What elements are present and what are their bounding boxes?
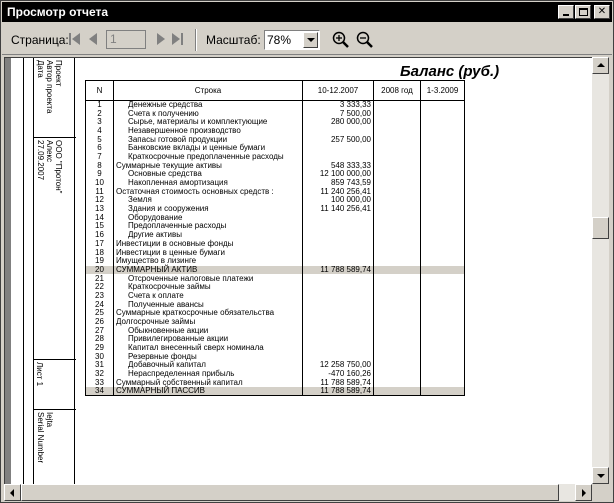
table-row	[86, 387, 465, 396]
row-value-period-3	[421, 300, 465, 309]
row-value-period-1: 11 788 589,74	[303, 266, 374, 275]
row-value-period-1: 11 788 589,74	[303, 379, 374, 388]
row-label: Суммарные краткосрочные обязательства	[114, 309, 303, 318]
row-number: 34	[86, 387, 114, 396]
row-value-period-1: 3 333,33	[303, 101, 374, 110]
row-label: Незавершенное производство	[114, 127, 303, 136]
row-value-period-1: 11 788 589,74	[303, 387, 374, 396]
row-value-period-3	[421, 309, 465, 318]
arrow-up-icon	[597, 63, 605, 67]
row-label: Капитал внесенный сверх номинала	[114, 344, 303, 353]
table-row	[86, 153, 465, 162]
row-value-period-2	[374, 196, 421, 205]
row-label: Запасы готовой продукции	[114, 135, 303, 144]
scroll-down-button[interactable]	[592, 467, 609, 484]
row-label: Основные средства	[114, 170, 303, 179]
row-value-period-2	[374, 127, 421, 136]
row-value-period-3	[421, 318, 465, 327]
row-value-period-2	[374, 335, 421, 344]
row-number: 15	[86, 222, 114, 231]
row-value-period-2	[374, 144, 421, 153]
row-value-period-2	[374, 300, 421, 309]
row-value-period-2	[374, 361, 421, 370]
toolbar	[2, 23, 612, 55]
row-value-period-1	[303, 344, 374, 353]
row-value-period-1: 11 240 256,41	[303, 187, 374, 196]
sheet-label: Лист 1	[35, 362, 44, 387]
row-value-period-2	[374, 118, 421, 127]
row-value-period-2	[374, 274, 421, 283]
chevron-down-icon[interactable]	[303, 32, 318, 48]
table-row	[86, 127, 465, 136]
row-value-period-1: 548 333,33	[303, 161, 374, 170]
balance-table-body	[86, 101, 465, 396]
row-number: 32	[86, 370, 114, 379]
row-value-period-2	[374, 179, 421, 188]
row-value-period-3	[421, 170, 465, 179]
minimize-icon	[563, 14, 569, 16]
vertical-scroll-thumb[interactable]	[592, 217, 609, 239]
row-value-period-1: -470 160,26	[303, 370, 374, 379]
maximize-icon	[579, 8, 588, 16]
arrow-down-icon	[597, 474, 605, 478]
row-number: 31	[86, 361, 114, 370]
row-value-period-1	[303, 335, 374, 344]
row-label: Сырье, материалы и комплектующие	[114, 118, 303, 127]
row-number: 2	[86, 109, 114, 118]
row-label: Добавочный капитал	[114, 361, 303, 370]
row-value-period-3	[421, 370, 465, 379]
row-label: Накопленная амортизация	[114, 179, 303, 188]
row-value-period-1	[303, 144, 374, 153]
row-value-period-2	[374, 153, 421, 162]
row-value-period-2	[374, 161, 421, 170]
zoom-out-icon[interactable]	[355, 30, 375, 50]
company-info-values: ООО "Протон" Алекс 27.09.2007	[36, 140, 63, 194]
row-label: Земля	[114, 196, 303, 205]
row-label: Другие активы	[114, 231, 303, 240]
row-number: 1	[86, 101, 114, 110]
header-n: N	[86, 81, 114, 101]
row-number: 23	[86, 292, 114, 301]
table-row	[86, 101, 465, 110]
row-value-period-2	[374, 205, 421, 214]
project-info-labels: Проект Автор проекта Дата	[36, 60, 63, 114]
row-number: 10	[86, 179, 114, 188]
row-number: 11	[86, 187, 114, 196]
next-page-icon[interactable]	[154, 31, 168, 47]
row-value-period-1: 859 743,59	[303, 179, 374, 188]
row-number: 4	[86, 127, 114, 136]
row-number: 28	[86, 335, 114, 344]
row-label: Оборудование	[114, 213, 303, 222]
row-value-period-1	[303, 326, 374, 335]
vertical-scrollbar[interactable]	[592, 57, 609, 484]
row-value-period-1	[303, 127, 374, 136]
row-value-period-3	[421, 248, 465, 257]
row-number: 26	[86, 318, 114, 327]
row-value-period-3	[421, 153, 465, 162]
row-number: 8	[86, 161, 114, 170]
serial-label: Iejta Serial Number	[36, 412, 54, 464]
row-label: Счета к оплате	[114, 292, 303, 301]
row-value-period-3	[421, 335, 465, 344]
row-value-period-1	[303, 309, 374, 318]
row-value-period-1	[303, 292, 374, 301]
row-value-period-2	[374, 231, 421, 240]
row-value-period-1: 280 000,00	[303, 118, 374, 127]
row-number: 5	[86, 135, 114, 144]
report-title: Баланс (руб.)	[400, 63, 500, 80]
row-value-period-1	[303, 300, 374, 309]
scroll-up-button[interactable]	[592, 57, 609, 74]
close-icon: ✕	[597, 6, 607, 17]
row-value-period-2	[374, 370, 421, 379]
row-label: Отсроченные налоговые платежи	[114, 274, 303, 283]
row-number: 33	[86, 379, 114, 388]
row-value-period-1: 11 140 256,41	[303, 205, 374, 214]
row-value-period-3	[421, 144, 465, 153]
row-value-period-3	[421, 127, 465, 136]
row-value-period-3	[421, 161, 465, 170]
row-value-period-3	[421, 361, 465, 370]
row-value-period-2	[374, 283, 421, 292]
row-value-period-2	[374, 222, 421, 231]
row-value-period-2	[374, 266, 421, 275]
row-value-period-3	[421, 240, 465, 249]
row-value-period-1	[303, 240, 374, 249]
row-value-period-3	[421, 326, 465, 335]
row-label: Денежные средства	[114, 101, 303, 110]
row-label: Инвестиции в основные фонды	[114, 240, 303, 249]
row-value-period-1	[303, 213, 374, 222]
row-number: 9	[86, 170, 114, 179]
row-value-period-2	[374, 170, 421, 179]
row-number: 6	[86, 144, 114, 153]
scroll-left-button[interactable]	[4, 484, 21, 501]
report-viewport	[4, 57, 592, 484]
row-value-period-1	[303, 274, 374, 283]
row-value-period-1	[303, 222, 374, 231]
row-number: 25	[86, 309, 114, 318]
project-info-cell	[34, 58, 76, 138]
row-label: СУММАРНЫЙ АКТИВ	[114, 266, 303, 275]
table-row	[86, 240, 465, 249]
row-value-period-3	[421, 179, 465, 188]
row-number: 12	[86, 196, 114, 205]
company-info-cell	[34, 138, 76, 360]
row-number: 24	[86, 300, 114, 309]
row-label: Нераспределенная прибыль	[114, 370, 303, 379]
row-value-period-2	[374, 240, 421, 249]
balance-table	[85, 80, 465, 396]
page-label: Страница:	[11, 33, 69, 47]
row-value-period-1: 12 258 750,00	[303, 361, 374, 370]
title-block-cells	[33, 58, 75, 484]
row-value-period-2	[374, 187, 421, 196]
row-label: Привилегированные акции	[114, 335, 303, 344]
zoom-in-icon[interactable]	[331, 30, 351, 50]
header-period-1: 10-12.2007	[303, 81, 374, 101]
row-label: Имущество в лизинге	[114, 257, 303, 266]
row-label: Суммарные текущие активы	[114, 161, 303, 170]
row-value-period-2	[374, 344, 421, 353]
row-number: 22	[86, 283, 114, 292]
row-label: СУММАРНЫЙ ПАССИВ	[114, 387, 303, 396]
row-label: Инвестиции в ценные бумаги	[114, 248, 303, 257]
row-label: Краткосрочные займы	[114, 283, 303, 292]
row-value-period-1	[303, 231, 374, 240]
sheet-cell	[34, 360, 76, 410]
row-value-period-1	[303, 283, 374, 292]
row-number: 29	[86, 344, 114, 353]
row-label: Суммарный собственный капитал	[114, 379, 303, 388]
row-value-period-3	[421, 292, 465, 301]
row-number: 16	[86, 231, 114, 240]
table-row	[86, 292, 465, 301]
arrow-left-icon	[10, 489, 14, 497]
row-label: Обыкновенные акции	[114, 326, 303, 335]
row-value-period-3	[421, 187, 465, 196]
row-label: Счета к получению	[114, 109, 303, 118]
row-value-period-1: 12 100 000,00	[303, 170, 374, 179]
row-value-period-2	[374, 101, 421, 110]
row-number: 7	[86, 153, 114, 162]
close-button[interactable]	[594, 5, 610, 19]
row-value-period-1	[303, 153, 374, 162]
table-row	[86, 266, 465, 275]
row-value-period-3	[421, 274, 465, 283]
title-bar[interactable]	[2, 2, 612, 22]
scrollbar-corner	[592, 484, 609, 501]
row-value-period-3	[421, 109, 465, 118]
row-number: 13	[86, 205, 114, 214]
row-number: 27	[86, 326, 114, 335]
row-label: Банковские вклады и ценные бумаги	[114, 144, 303, 153]
row-value-period-1: 257 500,00	[303, 135, 374, 144]
arrow-right-icon	[582, 489, 586, 497]
row-value-period-3	[421, 205, 465, 214]
row-label: Остаточная стоимость основных средств :	[114, 187, 303, 196]
maximize-button[interactable]	[575, 5, 591, 19]
report-page	[11, 58, 592, 484]
row-label: Краткосрочные предоплаченные расходы	[114, 153, 303, 162]
row-value-period-1	[303, 318, 374, 327]
row-value-period-3	[421, 118, 465, 127]
page-number-input[interactable]: 1	[106, 30, 146, 49]
row-label: Здания и сооружения	[114, 205, 303, 214]
row-value-period-3	[421, 196, 465, 205]
row-value-period-3	[421, 213, 465, 222]
row-value-period-1: 100 000,00	[303, 196, 374, 205]
row-label: Полученные авансы	[114, 300, 303, 309]
zoom-select[interactable]	[264, 30, 320, 50]
row-number: 3	[86, 118, 114, 127]
row-number: 20	[86, 266, 114, 275]
row-value-period-2	[374, 379, 421, 388]
header-period-3: 1-3.2009	[421, 81, 465, 101]
row-value-period-3	[421, 257, 465, 266]
row-number: 18	[86, 248, 114, 257]
toolbar-separator	[195, 29, 197, 51]
row-value-period-3	[421, 231, 465, 240]
row-number: 30	[86, 352, 114, 361]
prev-page-icon[interactable]	[86, 31, 100, 47]
row-number: 17	[86, 240, 114, 249]
row-value-period-3	[421, 387, 465, 396]
row-number: 14	[86, 213, 114, 222]
row-label: Резервные фонды	[114, 352, 303, 361]
row-value-period-1	[303, 248, 374, 257]
zoom-value: 78%	[267, 33, 292, 47]
header-row-label: Строка	[114, 81, 303, 101]
header-period-2: 2008 год	[374, 81, 421, 101]
row-value-period-2	[374, 257, 421, 266]
row-value-period-2	[374, 135, 421, 144]
row-value-period-3	[421, 344, 465, 353]
row-value-period-3	[421, 379, 465, 388]
row-value-period-2	[374, 352, 421, 361]
window-title: Просмотр отчета	[7, 5, 109, 19]
row-value-period-3	[421, 266, 465, 275]
first-page-icon[interactable]	[68, 31, 82, 47]
row-value-period-2	[374, 326, 421, 335]
row-label: Предоплаченные расходы	[114, 222, 303, 231]
row-value-period-2	[374, 387, 421, 396]
row-value-period-3	[421, 283, 465, 292]
row-value-period-2	[374, 318, 421, 327]
scroll-right-button[interactable]	[575, 484, 592, 501]
row-number: 19	[86, 257, 114, 266]
minimize-button[interactable]	[558, 5, 574, 19]
row-value-period-2	[374, 292, 421, 301]
row-value-period-1: 7 500,00	[303, 109, 374, 118]
horizontal-scrollbar[interactable]	[4, 484, 592, 501]
horizontal-scroll-thumb[interactable]	[21, 484, 559, 501]
row-value-period-3	[421, 101, 465, 110]
last-page-icon[interactable]	[170, 31, 184, 47]
row-value-period-3	[421, 222, 465, 231]
zoom-label: Масштаб:	[206, 33, 261, 47]
row-value-period-2	[374, 248, 421, 257]
title-block-edge	[23, 58, 33, 484]
row-value-period-2	[374, 109, 421, 118]
row-value-period-2	[374, 213, 421, 222]
serial-cell	[34, 410, 76, 484]
row-value-period-3	[421, 352, 465, 361]
table-header-row	[86, 81, 465, 101]
title-block	[11, 58, 75, 484]
row-value-period-2	[374, 309, 421, 318]
row-number: 21	[86, 274, 114, 283]
row-label: Долгосрочные займы	[114, 318, 303, 327]
row-value-period-3	[421, 135, 465, 144]
